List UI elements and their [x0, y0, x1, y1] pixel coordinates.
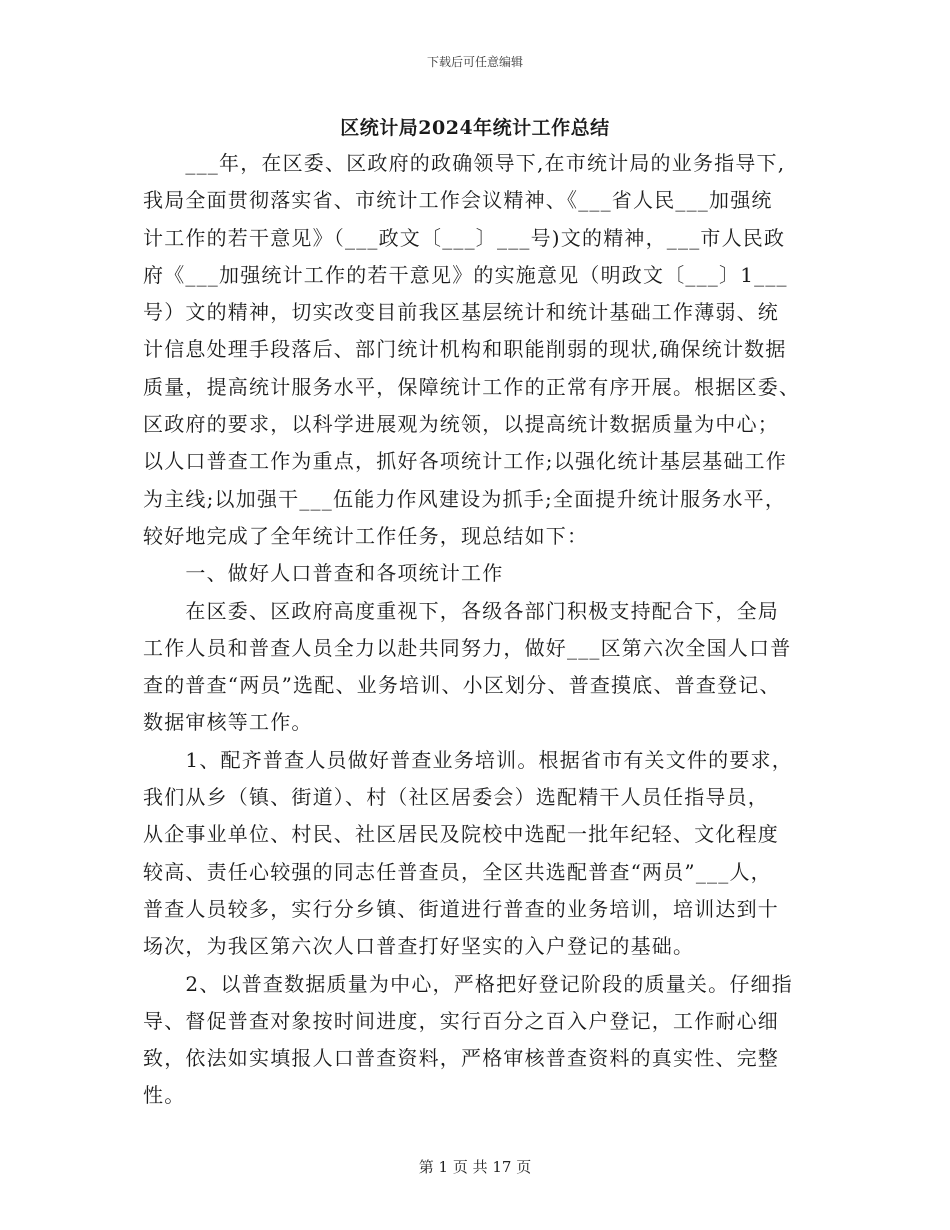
body-line: 质量，提高统计服务水平，保障统计工作的正常有序开展。根据区委、: [143, 374, 801, 399]
body-line: 为主线;以加强干___伍能力作风建设为抓手;全面提升统计服务水平，: [143, 486, 787, 511]
body-line: 以人口普查工作为重点，抓好各项统计工作;以强化统计基层基础工作: [143, 449, 787, 474]
body-line: 2、以普查数据质量为中心，严格把好登记阶段的质量关。仔细指: [143, 971, 793, 996]
body-line: 导、督促普查对象按时间进度，实行百分之百入户登记，工作耐心细: [143, 1008, 779, 1033]
page-footer: 第 1 页 共 17 页: [418, 1158, 532, 1176]
document-body: [143, 145, 807, 1115]
document-title: 区统计局2024年统计工作总结: [340, 117, 610, 139]
body-line: 区政府的要求，以科学进展观为统领，以提高统计数据质量为中心；: [143, 412, 779, 437]
body-line: 我们从乡（镇、街道）、村（社区居委会）选配精干人员任指导员，: [143, 785, 769, 810]
body-line: 较好地完成了全年统计工作任务，现总结如下：: [143, 523, 589, 548]
body-line: 性。: [143, 1083, 186, 1108]
body-line: 号）文的精神，切实改变目前我区基层统计和统计基础工作薄弱、统: [143, 300, 779, 325]
body-line: 普查人员较多，实行分乡镇、街道进行普查的业务培训，培训达到十: [143, 896, 779, 921]
body-line: 1、配齐普查人员做好普查业务培训。根据省市有关文件的要求，: [143, 747, 793, 772]
body-line: 在区委、区政府高度重视下，各级各部门积极支持配合下，全局: [143, 598, 779, 623]
body-line: 较高、责任心较强的同志任普查员，全区共选配普查“两员”___人，: [143, 859, 772, 884]
body-line: 从企事业单位、村民、社区居民及院校中选配一批年纪轻、文化程度: [143, 822, 779, 847]
body-line: ___年，在区委、区政府的政确领导下,在市统计局的业务指导下,: [143, 151, 786, 175]
body-line: 工作人员和普查人员全力以赴共同努力，做好___区第六次全国人口普: [143, 635, 792, 660]
header-note: 下载后可任意编辑: [426, 55, 523, 69]
body-line: 致，依法如实填报人口普查资料，严格审核普查资料的真实性、完整: [143, 1046, 779, 1071]
body-line: 数据审核等工作。: [143, 710, 313, 735]
body-line: 府《___加强统计工作的若干意见》的实施意见（明政文〔___〕1___: [143, 262, 788, 287]
body-line: 计工作的若干意见》（___政文〔___〕___号)文的精神，___市人民政: [143, 225, 786, 250]
section-heading: 一、做好人口普查和各项统计工作: [143, 561, 504, 586]
body-line: 我局全面贯彻落实省、市统计工作会议精神、《___省人民___加强统: [143, 188, 773, 213]
body-line: 计信息处理手段落后、部门统计机构和职能削弱的现状,确保统计数据: [143, 337, 787, 362]
body-line: 查的普查“两员”选配、业务培训、小区划分、普查摸底、普查登记、: [143, 673, 781, 698]
body-line: 场次，为我区第六次人口普查打好坚实的入户登记的基础。: [143, 934, 695, 959]
